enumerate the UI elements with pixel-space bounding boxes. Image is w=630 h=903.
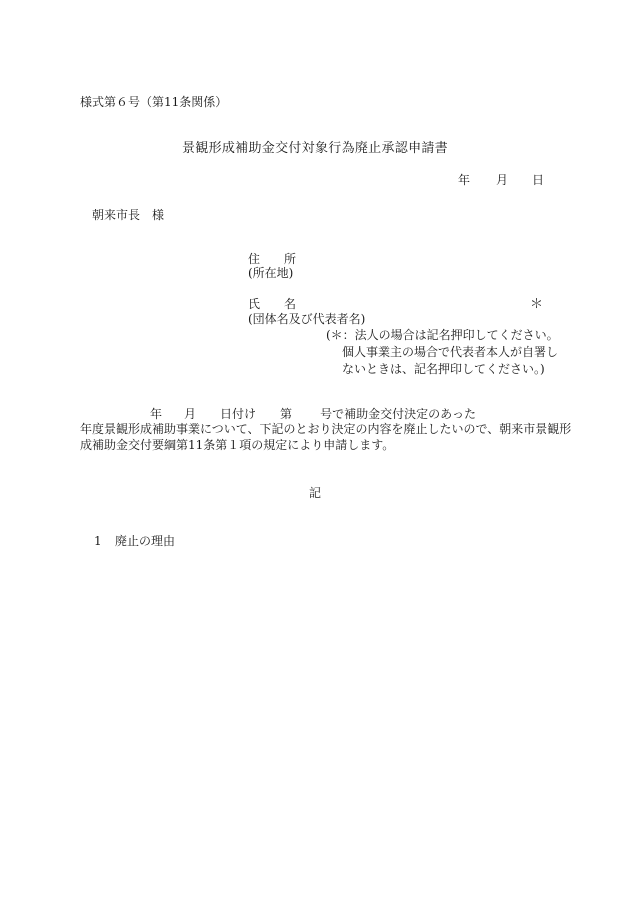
address-sublabel: (所在地) bbox=[248, 266, 294, 280]
form-number: 様式第６号（第11条関係） bbox=[80, 95, 228, 109]
seal-note-line: (＊：法人の場合は記名押印してください。 bbox=[326, 328, 559, 342]
name-sublabel: (団体名及び代表者名) bbox=[248, 312, 366, 326]
ki-heading: 記 bbox=[308, 486, 321, 500]
seal-mark: ＊ bbox=[530, 297, 544, 312]
ref-month: 月 bbox=[184, 407, 197, 421]
seal-note bbox=[326, 329, 559, 380]
date-day: 日 bbox=[532, 173, 545, 187]
addressee: 朝来市長 様 bbox=[92, 208, 165, 222]
ref-number-prefix: 第 bbox=[280, 407, 293, 421]
seal-note-line: ないときは、記名押印してください。) bbox=[342, 362, 545, 376]
ref-year: 年 bbox=[150, 407, 163, 421]
address-label: 住 所 bbox=[248, 252, 297, 266]
list-item bbox=[94, 535, 175, 547]
body-text-line: 年度景観形成補助事業について、下記のとおり決定の内容を廃止したいので、朝来市景観形 bbox=[80, 422, 572, 436]
item-number: 1 bbox=[94, 534, 102, 548]
body-text-line: 成補助金交付要綱第11条第１項の規定により申請します。 bbox=[80, 438, 395, 452]
name-label: 氏 名 bbox=[248, 297, 297, 311]
ref-number-suffix: 号で補助金交付決定のあった bbox=[320, 407, 476, 421]
seal-note-line: 個人事業主の場合で代表者本人が自署し bbox=[342, 345, 559, 359]
ref-day: 日付け bbox=[220, 407, 257, 421]
date-year: 年 bbox=[458, 173, 471, 187]
item-label: 廃止の理由 bbox=[115, 534, 176, 548]
date-month: 月 bbox=[496, 173, 509, 187]
body-reference-line bbox=[150, 408, 476, 420]
document-title: 景観形成補助金交付対象行為廃止承認申請書 bbox=[181, 141, 448, 156]
date-line bbox=[458, 174, 544, 186]
